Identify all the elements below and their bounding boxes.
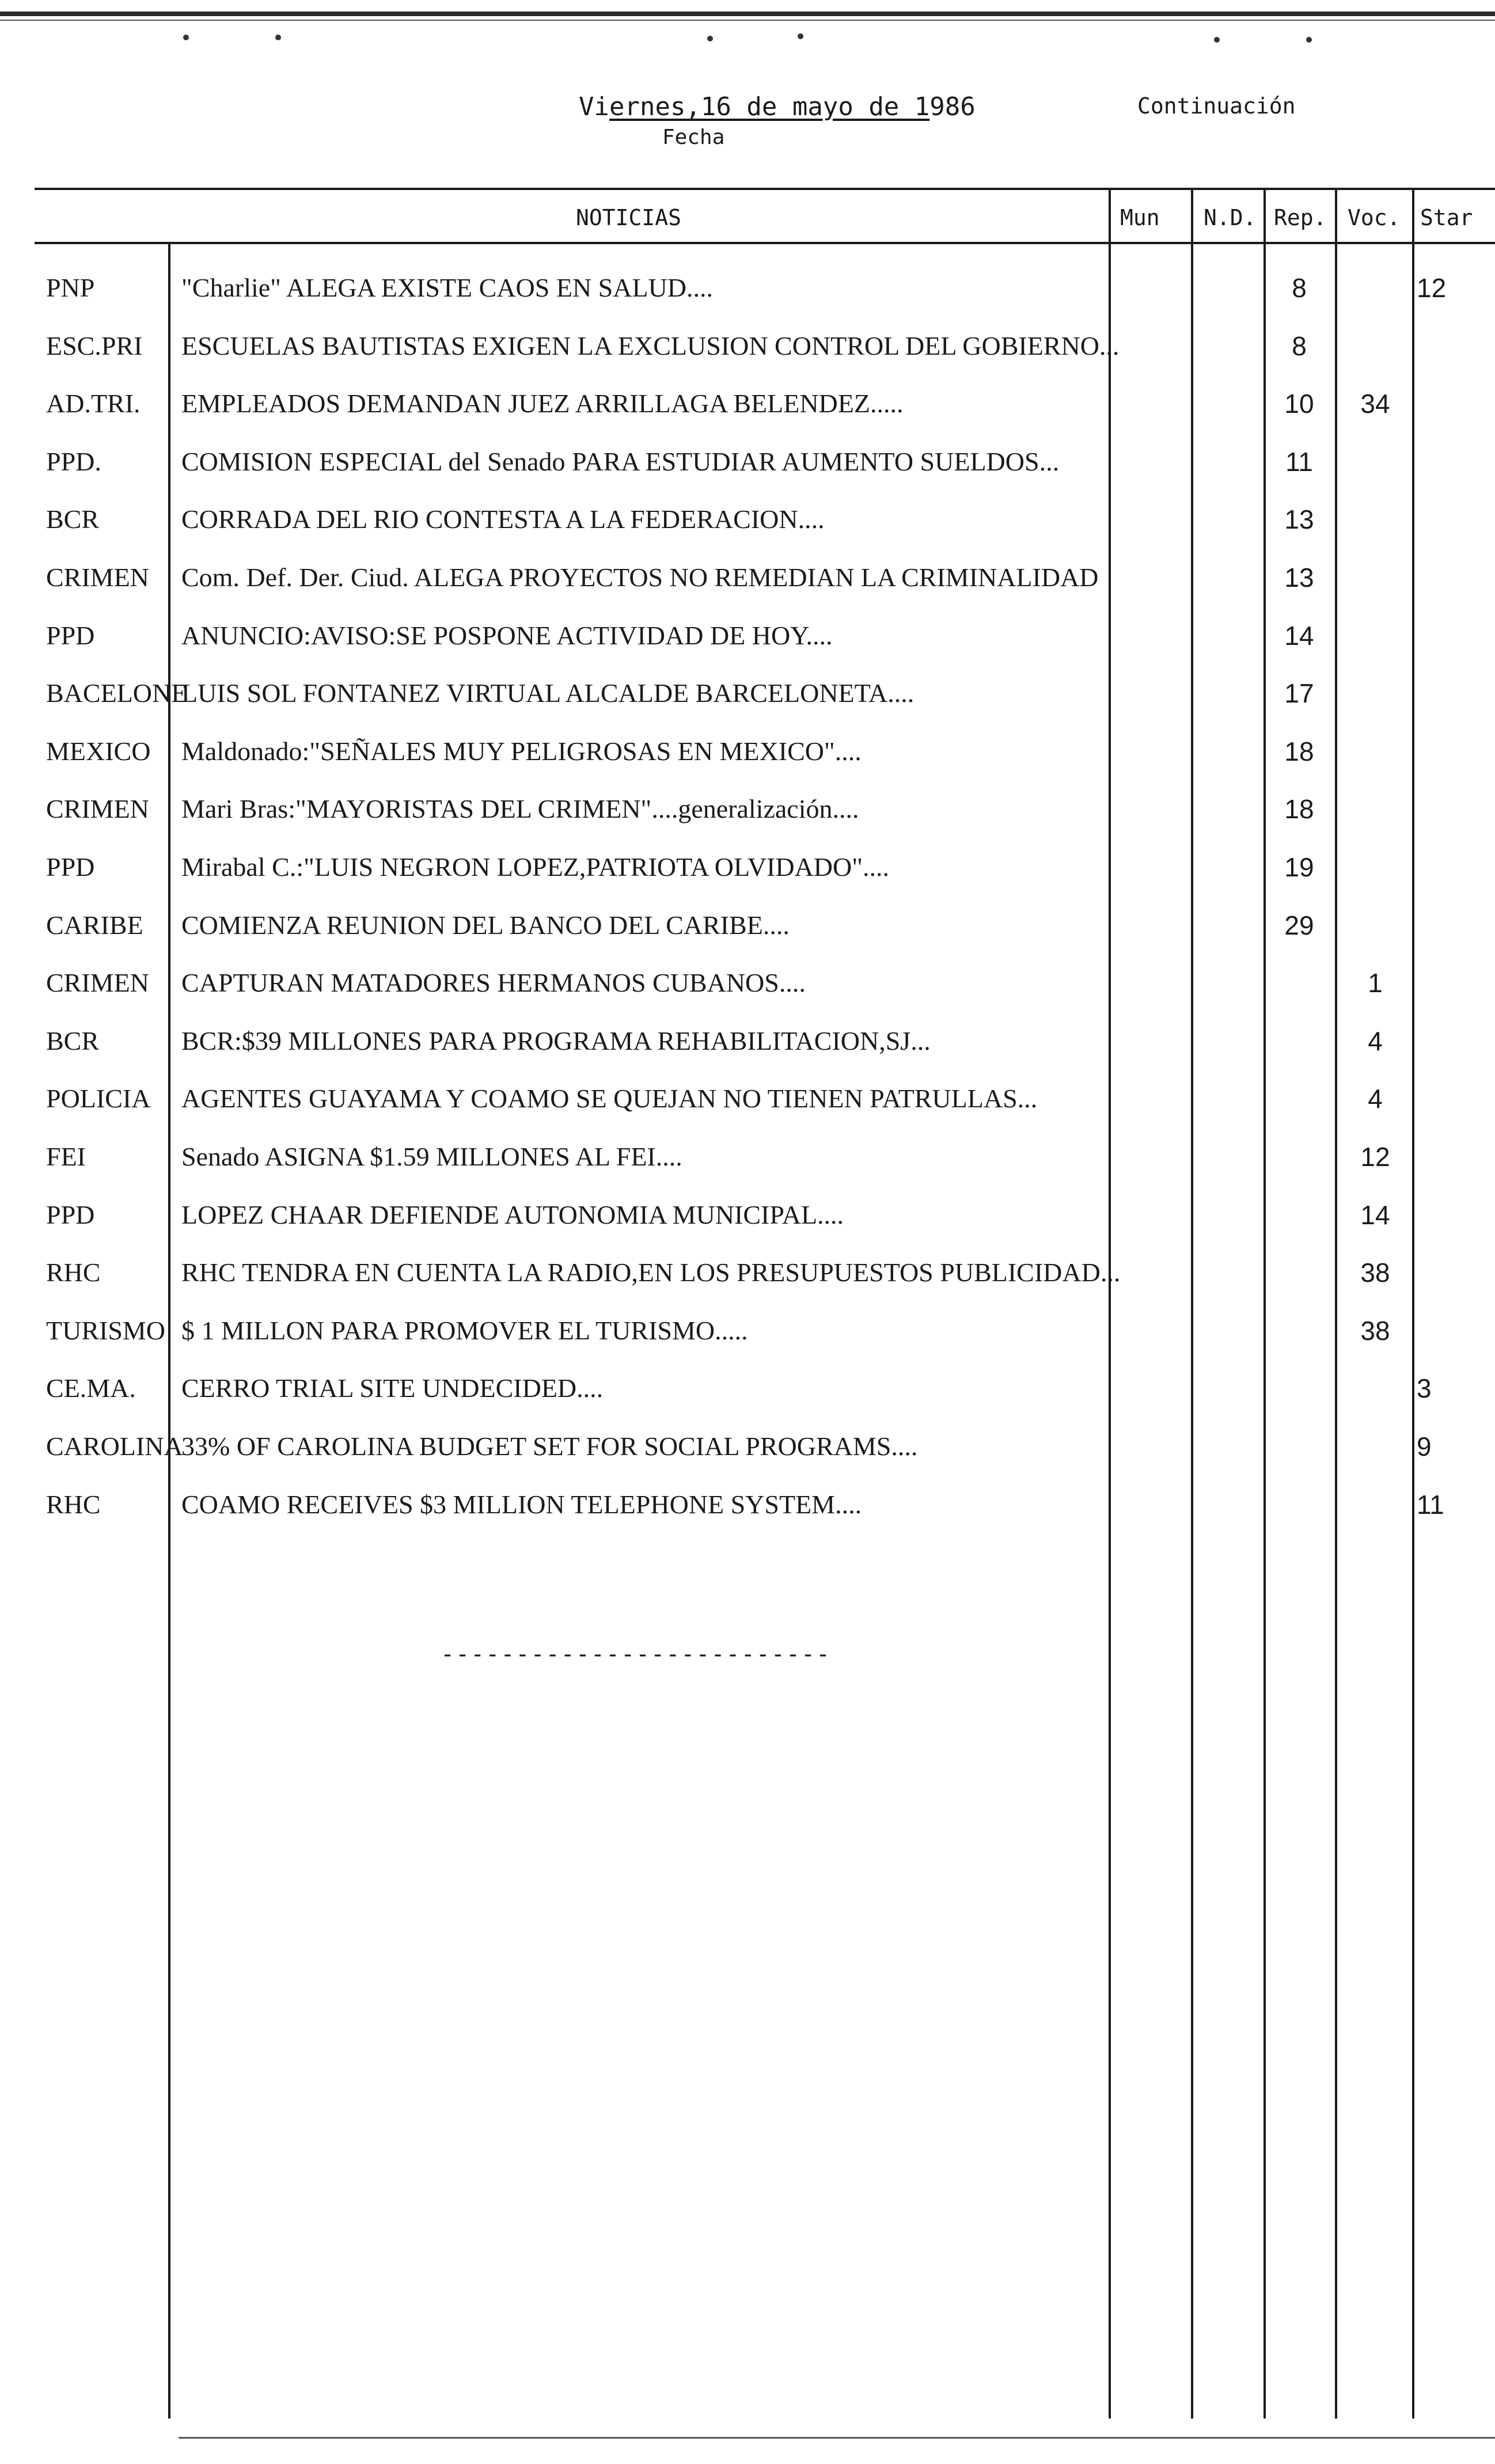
row-category: CE.MA. <box>46 1373 136 1403</box>
row-headline: LUIS SOL FONTANEZ VIRTUAL ALCALDE BARCELONETA.... <box>181 678 915 708</box>
row-category: PPD <box>46 1200 95 1229</box>
table-row <box>0 1128 1495 1186</box>
row-headline: Com. Def. Der. Ciud. ALEGA PROYECTOS NO REMEDIAN LA CRIMINALIDAD <box>181 563 1099 592</box>
continuation-label: Continuación <box>1137 93 1296 119</box>
row-star-page: 3 <box>1417 1373 1432 1403</box>
speck <box>1306 37 1312 43</box>
table-row <box>0 954 1495 1012</box>
row-voc-page: 38 <box>1360 1258 1390 1288</box>
table-row <box>0 375 1495 432</box>
row-category: AD.TRI. <box>46 389 141 418</box>
table-row <box>0 780 1495 838</box>
bottom-rule <box>179 2437 1495 2439</box>
table-row <box>0 549 1495 606</box>
row-rep-page: 11 <box>1285 447 1313 477</box>
row-rep-page: 8 <box>1292 331 1307 361</box>
row-headline: COMISION ESPECIAL del Senado PARA ESTUDIAR AUMENTO SUELDOS... <box>181 447 1060 476</box>
table-row <box>0 1070 1495 1127</box>
row-category: PNP <box>46 273 95 302</box>
row-voc-page: 14 <box>1360 1200 1390 1230</box>
table-row <box>0 1186 1495 1244</box>
table-row <box>0 433 1495 491</box>
date-line <box>579 92 976 122</box>
row-headline: ESCUELAS BAUTISTAS EXIGEN LA EXCLUSION CONTROL DEL GOBIERNO... <box>181 331 1120 360</box>
row-category: PPD <box>46 621 95 650</box>
row-voc-page: 38 <box>1360 1316 1390 1346</box>
row-category: CARIBE <box>46 910 143 940</box>
row-headline: ANUNCIO:AVISO:SE POSPONE ACTIVIDAD DE HOY.... <box>181 621 833 650</box>
speck <box>1214 37 1220 43</box>
row-voc-page: 12 <box>1360 1142 1390 1172</box>
row-category: BACELONE <box>46 678 188 708</box>
speck <box>798 33 803 39</box>
row-category: BCR <box>46 504 100 534</box>
row-headline: AGENTES GUAYAMA Y COAMO SE QUEJAN NO TIENEN PATRULLAS... <box>181 1084 1038 1113</box>
row-rep-page: 17 <box>1284 678 1314 708</box>
header-star: Star <box>1420 205 1473 230</box>
row-star-page: 11 <box>1417 1490 1444 1520</box>
row-headline: Maldonado:"SEÑALES MUY PELIGROSAS EN MEXICO".... <box>181 736 862 766</box>
header-bottom-rule <box>35 242 1495 244</box>
row-headline: CORRADA DEL RIO CONTESTA A LA FEDERACION.... <box>181 504 825 534</box>
table-row <box>0 1244 1495 1301</box>
table-row <box>0 838 1495 896</box>
row-category: PPD <box>46 852 95 882</box>
table-top-rule <box>35 188 1495 190</box>
row-category: ESC.PRI <box>46 331 143 360</box>
row-category: CAROLINA <box>46 1432 183 1461</box>
speck <box>707 36 713 41</box>
table-row <box>0 317 1495 375</box>
table-row <box>0 1476 1495 1533</box>
row-category: RHC <box>46 1490 101 1519</box>
row-headline: Mirabal C.:"LUIS NEGRON LOPEZ,PATRIOTA OLVIDADO".... <box>181 852 890 882</box>
end-separator: -------------------------- <box>441 1641 832 1668</box>
row-rep-page: 29 <box>1284 910 1314 940</box>
date-label: Fecha <box>662 126 725 149</box>
row-category: RHC <box>46 1258 101 1287</box>
row-voc-page: 1 <box>1368 968 1383 998</box>
row-voc-page: 4 <box>1368 1084 1383 1114</box>
row-rep-page: 13 <box>1284 563 1314 593</box>
date-suffix: 986 <box>929 92 976 122</box>
row-rep-page: 19 <box>1284 852 1314 882</box>
table-row <box>0 897 1495 954</box>
row-star-page: 9 <box>1417 1432 1432 1461</box>
row-headline: EMPLEADOS DEMANDAN JUEZ ARRILLAGA BELENDEZ..... <box>181 389 904 418</box>
row-headline: "Charlie" ALEGA EXISTE CAOS EN SALUD.... <box>181 273 714 302</box>
row-headline: CAPTURAN MATADORES HERMANOS CUBANOS.... <box>181 968 806 997</box>
row-rep-page: 18 <box>1284 794 1314 824</box>
row-headline: Senado ASIGNA $1.59 MILLONES AL FEI.... <box>181 1142 682 1171</box>
table-row <box>0 491 1495 548</box>
header-rep: Rep. <box>1274 205 1327 230</box>
row-category: PPD. <box>46 447 101 476</box>
speck <box>183 35 189 40</box>
row-rep-page: 14 <box>1284 621 1314 651</box>
header-news: NOTICIAS <box>576 205 682 230</box>
row-category: TURISMO <box>46 1316 166 1345</box>
row-headline: COAMO RECEIVES $3 MILLION TELEPHONE SYSTEM.... <box>181 1490 862 1519</box>
row-headline: CERRO TRIAL SITE UNDECIDED.... <box>181 1373 604 1403</box>
row-headline: BCR:$39 MILLONES PARA PROGRAMA REHABILITACION,SJ... <box>181 1026 931 1056</box>
date-underlined: ernes,16 de mayo de 1 <box>609 92 930 122</box>
row-category: CRIMEN <box>46 968 149 997</box>
row-headline: RHC TENDRA EN CUENTA LA RADIO,EN LOS PRESUPUESTOS PUBLICIDAD... <box>181 1258 1121 1287</box>
row-rep-page: 8 <box>1292 273 1307 303</box>
top-border-rule-thin <box>0 20 1495 21</box>
table-row <box>0 1418 1495 1475</box>
header-nd: N.D. <box>1204 205 1257 230</box>
table-row <box>0 1360 1495 1417</box>
speck <box>275 35 281 40</box>
date-prefix: Vi <box>579 92 609 122</box>
row-category: BCR <box>46 1026 100 1056</box>
table-row <box>0 259 1495 317</box>
row-rep-page: 18 <box>1284 736 1314 766</box>
row-category: FEI <box>46 1142 86 1171</box>
table-row <box>0 1012 1495 1070</box>
row-headline: LOPEZ CHAAR DEFIENDE AUTONOMIA MUNICIPAL.... <box>181 1200 844 1229</box>
row-category: CRIMEN <box>46 563 149 592</box>
top-border-rule <box>0 12 1495 16</box>
row-category: POLICIA <box>46 1084 151 1113</box>
row-star-page: 12 <box>1417 273 1447 303</box>
row-voc-page: 34 <box>1360 389 1390 419</box>
row-headline: COMIENZA REUNION DEL BANCO DEL CARIBE.... <box>181 910 790 940</box>
header-voc: Voc. <box>1348 205 1401 230</box>
row-rep-page: 10 <box>1284 389 1314 419</box>
header-mun: Mun <box>1120 205 1160 230</box>
row-rep-page: 13 <box>1284 504 1314 534</box>
table-row <box>0 607 1495 665</box>
row-category: CRIMEN <box>46 794 149 823</box>
table-row <box>0 665 1495 722</box>
row-headline: 33% OF CAROLINA BUDGET SET FOR SOCIAL PROGRAMS.... <box>181 1432 918 1461</box>
table-row <box>0 1302 1495 1360</box>
row-category: MEXICO <box>46 736 151 766</box>
row-headline: $ 1 MILLON PARA PROMOVER EL TURISMO..... <box>181 1316 748 1345</box>
row-voc-page: 4 <box>1368 1026 1383 1056</box>
table-row <box>0 723 1495 780</box>
row-headline: Mari Bras:"MAYORISTAS DEL CRIMEN"....generalización.... <box>181 794 859 823</box>
